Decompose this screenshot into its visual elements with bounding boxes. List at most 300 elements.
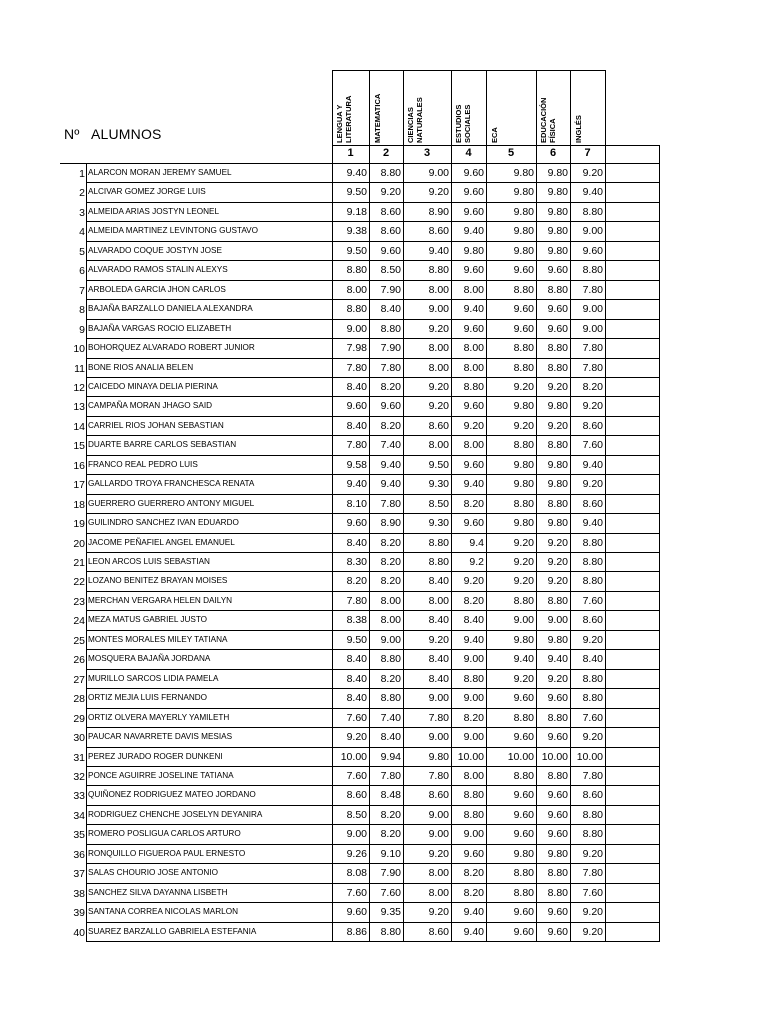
grade-cell: 9.40 [428,244,449,257]
grade-cell: 8.60 [428,225,449,238]
grid-line [86,260,660,261]
grade-cell: 9.60 [547,906,568,919]
grade-cell: 7.60 [582,886,603,899]
grade-cell: 7.60 [346,711,367,724]
grade-cell: 9.00 [582,303,603,316]
grade-cell: 9.00 [582,322,603,335]
subject-header-4: ESTUDIOS SOCIALES [454,104,472,143]
grade-cell: 9.20 [380,186,401,199]
grade-cell: 8.60 [428,419,449,432]
grade-cell: 8.80 [513,711,534,724]
grid-line [86,863,660,864]
row-number: 1 [79,168,85,180]
student-name: JACOME PEÑAFIEL ANGEL EMANUEL [88,537,235,547]
grade-cell: 9.20 [513,672,534,685]
student-name: GUILINDRO SANCHEZ IVAN EDUARDO [88,518,239,528]
grade-cell: 9.20 [428,906,449,919]
student-name: MONTES MORALES MILEY TATIANA [88,634,228,644]
grade-cell: 9.30 [428,517,449,530]
grade-cell: 8.60 [582,614,603,627]
grade-cell: 9.80 [513,478,534,491]
grade-cell: 7.80 [582,361,603,374]
grid-line [86,338,660,339]
grade-cell: 7.80 [582,342,603,355]
row-number: 26 [73,654,85,667]
grade-cell: 9.00 [582,225,603,238]
grade-cell: 8.80 [428,264,449,277]
grade-cell: 9.20 [428,633,449,646]
grade-cell: 8.80 [582,556,603,568]
grade-cell: 7.40 [380,711,401,724]
row-number: 32 [73,770,85,783]
student-name: ROMERO POSLIGUA CARLOS ARTURO [88,829,241,839]
grid-line [86,571,660,572]
grade-cell: 9.60 [463,517,484,530]
grid-line [86,202,660,203]
row-number: 27 [73,673,85,686]
grade-cell: 9.20 [513,419,534,432]
grade-cell: 9.26 [346,847,367,860]
grade-cell: 8.60 [428,925,449,938]
grade-cell: 9.80 [547,205,568,218]
grade-cell: 8.00 [428,361,449,374]
grid-line [86,747,660,748]
grade-cell: 8.40 [346,653,367,666]
grade-cell: 9.80 [513,517,534,530]
grid-line [86,805,660,806]
grade-cell: 9.00 [428,731,449,744]
grid-line [86,358,660,359]
grade-cell: 9.20 [463,575,484,588]
grade-cell: 9.20 [582,847,603,860]
grade-cell: 9.35 [380,906,401,919]
grade-cell: 8.60 [428,789,449,802]
student-name: GUERRERO GUERRERO ANTONY MIGUEL [88,498,255,508]
grade-cell: 9.60 [513,692,534,705]
grade-cell: 8.40 [380,731,401,744]
student-name: SALAS CHOURIO JOSE ANTONIO [88,868,218,878]
grade-cell: 8.80 [582,808,603,821]
grade-cell: 8.50 [428,497,449,510]
row-number: 30 [73,732,85,745]
row-number: 16 [73,459,85,472]
grade-cell: 9.94 [380,750,401,763]
grade-cell: 8.00 [380,594,401,607]
student-name: ALVARADO COQUE JOSTYN JOSE [88,245,222,255]
grid-line [86,610,660,611]
grade-cell: 9.60 [547,789,568,802]
subject-header-3: CIENCIAS NATURALES [406,97,424,143]
grade-cell: 9.60 [513,828,534,841]
grade-cell: 9.00 [428,828,449,841]
grade-cell: 8.20 [380,808,401,821]
grade-cell: 9.60 [547,264,568,277]
grade-cell: 9.80 [547,633,568,646]
grid-line [86,494,660,495]
grade-cell: 7.80 [380,497,401,510]
grade-cell: 8.20 [380,419,401,432]
row-number: 35 [73,829,85,842]
grade-cell: 9.60 [346,517,367,530]
grade-cell: 9.50 [346,186,367,199]
grade-cell: 8.40 [346,536,367,549]
grid-line [86,416,660,417]
grade-cell: 9.20 [428,322,449,335]
grade-cell: 9.20 [513,536,534,549]
grade-cell: 7.80 [380,361,401,374]
grid-line [86,163,87,942]
grade-cell: 8.60 [582,419,603,432]
row-number: 38 [73,887,85,900]
grade-cell: 7.60 [346,769,367,782]
subject-number-4: 4 [465,147,472,159]
student-name: LOZANO BENITEZ BRAYAN MOISES [88,576,228,586]
grid-line [86,844,660,845]
grade-cell: 9.80 [513,847,534,860]
grade-cell: 9.20 [582,400,603,413]
grade-cell: 8.20 [463,711,484,724]
grade-cell: 7.40 [380,439,401,452]
student-name: SANCHEZ SILVA DAYANNA LISBETH [88,887,228,897]
grade-cell: 9.00 [463,828,484,841]
grade-cell: 9.20 [547,672,568,685]
grade-cell: 8.20 [346,575,367,588]
grade-cell: 9.60 [463,186,484,199]
grade-cell: 9.10 [380,847,401,860]
grade-cell: 9.60 [346,400,367,413]
row-number: 28 [73,693,85,706]
grid-line [86,630,660,631]
grade-cell: 9.00 [513,614,534,627]
row-number: 9 [79,323,85,336]
grid-line [86,299,660,300]
grade-cell: 10.00 [507,750,534,763]
grade-cell: 9.00 [547,614,568,627]
grade-cell: 7.80 [346,361,367,374]
grade-cell: 9.20 [582,167,603,179]
grade-cell: 9.60 [463,847,484,860]
grade-cell: 9.40 [582,458,603,471]
grade-cell: 8.20 [463,867,484,880]
grade-cell: 9.20 [582,478,603,491]
grade-cell: 8.80 [582,264,603,277]
grade-cell: 9.60 [547,692,568,705]
subject-header-1: LENGUA Y LITERATURA [335,95,353,143]
grid-line [86,221,660,222]
grade-cell: 9.60 [547,828,568,841]
grade-cell: 8.86 [346,925,367,938]
grade-cell: 9.40 [346,167,367,179]
grade-cell: 8.80 [582,575,603,588]
grade-cell: 9.80 [513,400,534,413]
student-name: MEZA MATUS GABRIEL JUSTO [88,615,208,625]
grade-cell: 9.20 [513,380,534,393]
grade-cell: 9.60 [513,322,534,335]
row-number: 13 [73,401,85,414]
grid-line [86,513,660,514]
row-number: 5 [79,245,85,258]
grade-cell: 8.80 [582,828,603,841]
student-name: ORTIZ OLVERA MAYERLY YAMILETH [88,712,230,722]
grade-cell: 9.20 [547,556,568,568]
grade-cell: 9.80 [547,478,568,491]
student-name: ALMEIDA MARTINEZ LEVINTONG GUSTAVO [88,226,258,236]
grid-line [86,941,660,942]
grade-cell: 8.00 [428,283,449,296]
grade-cell: 8.80 [380,653,401,666]
grade-cell: 8.20 [380,575,401,588]
row-number: 7 [79,284,85,297]
grade-cell: 10.00 [340,750,367,763]
grade-cell: 8.00 [463,769,484,782]
grade-cell: 8.80 [547,361,568,374]
grade-cell: 9.60 [380,400,401,413]
grade-cell: 8.80 [547,711,568,724]
grid-line [86,182,660,183]
subject-number-1: 1 [347,147,354,159]
grade-cell: 8.00 [463,342,484,355]
grade-cell: 9.18 [346,205,367,218]
grade-cell: 9.58 [346,458,367,471]
grade-cell: 9.80 [547,244,568,257]
grade-cell: 8.10 [346,497,367,510]
grade-cell: 8.40 [582,653,603,666]
grade-cell: 7.80 [428,711,449,724]
grid-line [86,533,660,534]
grade-cell: 9.20 [547,380,568,393]
grade-cell: 9.50 [428,458,449,471]
grade-cell: 8.08 [346,867,367,880]
grade-cell: 9.60 [547,322,568,335]
grid-line [86,474,660,475]
grid-line [86,727,660,728]
student-name: ALVARADO RAMOS STALIN ALEXYS [88,265,228,275]
grade-cell: 8.20 [380,556,401,568]
row-number: 4 [79,226,85,239]
grade-cell: 9.20 [547,536,568,549]
sheet-title [64,126,170,142]
grade-cell: 9.80 [513,244,534,257]
grade-cell: 8.80 [547,283,568,296]
grade-cell: 8.80 [428,536,449,549]
grade-cell: 8.50 [380,264,401,277]
grade-cell: 9.20 [582,925,603,938]
grade-cell: 8.00 [380,614,401,627]
student-name: BONE RIOS ANALIA BELEN [88,362,194,372]
grid-line [86,396,660,397]
grade-cell: 9.60 [547,925,568,938]
subject-number-2: 2 [382,147,390,159]
student-name: QUIÑONEZ RODRIGUEZ MATEO JORDANO [88,790,256,800]
grade-cell: 8.00 [428,439,449,452]
grid-line [86,552,660,553]
grade-cell: 8.20 [463,886,484,899]
grade-cell: 9.40 [463,225,484,238]
student-name: MOSQUERA BAJAÑA JORDANA [88,654,211,664]
grade-cell: 8.38 [346,614,367,627]
student-name: MERCHAN VERGARA HELEN DAILYN [88,595,233,605]
grade-cell: 8.20 [380,672,401,685]
grade-cell: 7.60 [582,594,603,607]
grade-cell: 8.80 [380,692,401,705]
grade-cell: 9.00 [463,653,484,666]
grade-cell: 9.60 [463,167,484,179]
grade-cell: 8.80 [582,205,603,218]
student-name: ORTIZ MEJIA LUIS FERNANDO [88,693,208,703]
grid-line [332,145,660,146]
grade-cell: 9.00 [428,808,449,821]
grade-cell: 7.80 [380,769,401,782]
grade-cell: 9.30 [428,478,449,491]
grade-cell: 8.80 [463,672,484,685]
grade-cell: 8.00 [428,867,449,880]
student-name: PAUCAR NAVARRETE DAVIS MESIAS [88,732,233,742]
grade-cell: 8.40 [428,575,449,588]
grade-cell: 9.80 [513,458,534,471]
grade-cell: 8.80 [513,769,534,782]
grid-line [86,591,660,592]
grade-cell: 8.80 [463,380,484,393]
row-number: 24 [73,615,85,628]
grade-cell: 9.20 [428,380,449,393]
grade-cell: 8.40 [463,614,484,627]
grade-cell: 7.98 [346,342,367,355]
grade-cell: 7.80 [428,769,449,782]
grade-cell: 8.00 [346,283,367,296]
grade-cell: 9.80 [463,244,484,257]
grade-cell: 8.80 [547,769,568,782]
student-name: PEREZ JURADO ROGER DUNKENI [88,751,223,761]
grade-cell: 8.80 [513,439,534,452]
grade-cell: 7.60 [582,711,603,724]
row-number: 33 [73,790,85,803]
row-number: 17 [73,479,85,492]
row-number: 6 [79,265,85,278]
student-name: CAMPAÑA MORAN JHAGO SAID [88,401,213,411]
grade-cell: 8.60 [380,205,401,218]
grade-cell: 8.20 [380,828,401,841]
row-number: 40 [73,926,85,939]
grid-line [605,70,606,942]
student-name: DUARTE BARRE CARLOS SEBASTIAN [88,440,237,450]
grade-cell: 8.80 [547,594,568,607]
grade-cell: 8.20 [463,594,484,607]
grade-cell: 9.60 [513,264,534,277]
grid-line [86,649,660,650]
grade-cell: 9.60 [380,244,401,257]
grade-cell: 8.00 [463,283,484,296]
grade-cell: 9.60 [463,322,484,335]
grade-cell: 8.80 [513,886,534,899]
grade-cell: 9.20 [428,400,449,413]
grade-cell: 8.80 [513,361,534,374]
grade-cell: 9.80 [547,517,568,530]
grade-cell: 9.60 [547,303,568,316]
grade-cell: 9.60 [513,731,534,744]
student-name: RONQUILLO FIGUEROA PAUL ERNESTO [88,848,246,858]
grade-cell: 8.48 [380,789,401,802]
grade-cell: 8.40 [380,303,401,316]
grade-cell: 8.80 [582,692,603,705]
grade-cell: 8.80 [346,303,367,316]
grade-cell: 8.00 [428,594,449,607]
grade-cell: 7.80 [582,769,603,782]
grade-cell: 8.40 [346,672,367,685]
grade-cell: 8.20 [463,497,484,510]
grade-cell: 8.80 [582,536,603,549]
grade-cell: 9.00 [428,692,449,705]
grade-cell: 8.80 [513,342,534,355]
grade-cell: 9.20 [582,906,603,919]
grade-cell: 9.20 [463,419,484,432]
grade-cell: 9.40 [463,906,484,919]
subject-number-3: 3 [423,147,431,159]
grade-cell: 9.80 [547,225,568,238]
grade-cell: 8.00 [428,342,449,355]
grade-cell: 9.20 [513,575,534,588]
grade-cell: 9.60 [513,925,534,938]
grade-cell: 9.40 [380,478,401,491]
grade-cell: 9.80 [513,633,534,646]
grade-cell: 8.60 [380,225,401,238]
row-number: 22 [73,576,85,589]
grade-cell: 8.80 [547,439,568,452]
grid-line [86,824,660,825]
student-name: LEON ARCOS LUIS SEBASTIAN [88,557,210,566]
row-number: 20 [73,537,85,550]
grade-cell: 8.30 [346,556,367,568]
grid-line [86,669,660,670]
grade-cell: 7.90 [380,283,401,296]
grade-cell: 9.80 [513,225,534,238]
grade-cell: 9.20 [428,186,449,199]
grade-cell: 9.60 [513,808,534,821]
grade-cell: 9.20 [547,419,568,432]
grade-cell: 9.00 [463,692,484,705]
grade-cell: 8.80 [380,167,401,179]
grade-cell: 8.90 [380,517,401,530]
row-number: 15 [73,440,85,453]
grade-cell: 8.80 [582,672,603,685]
grade-cell: 8.80 [380,322,401,335]
grade-cell: 8.40 [428,653,449,666]
grid-line [86,319,660,320]
grid-line [86,708,660,709]
grade-cell: 9.60 [547,731,568,744]
student-name: BOHORQUEZ ALVARADO ROBERT JUNIOR [88,343,255,353]
grade-cell: 9.80 [547,400,568,413]
student-name: SANTANA CORREA NICOLAS MARLON [88,907,238,917]
grade-cell: 9.40 [463,303,484,316]
subject-header-5: ECA [490,127,499,143]
row-number: 19 [73,518,85,531]
student-name: SUAREZ BARZALLO GABRIELA ESTEFANIA [88,926,257,936]
row-number: 34 [73,809,85,822]
grade-cell: 7.80 [582,867,603,880]
grade-cell: 10.00 [576,750,603,763]
grade-cell: 9.20 [513,556,534,568]
row-number: 37 [73,868,85,881]
row-number: 25 [73,634,85,647]
grade-cell: 10.00 [541,750,568,763]
grade-cell: 8.00 [463,361,484,374]
row-number: 8 [79,304,85,317]
grid-line [86,902,660,903]
row-number: 39 [73,907,85,920]
number-column-label: Nº [64,126,80,142]
grade-cell: 9.40 [547,653,568,666]
grade-cell: 9.80 [513,167,534,179]
